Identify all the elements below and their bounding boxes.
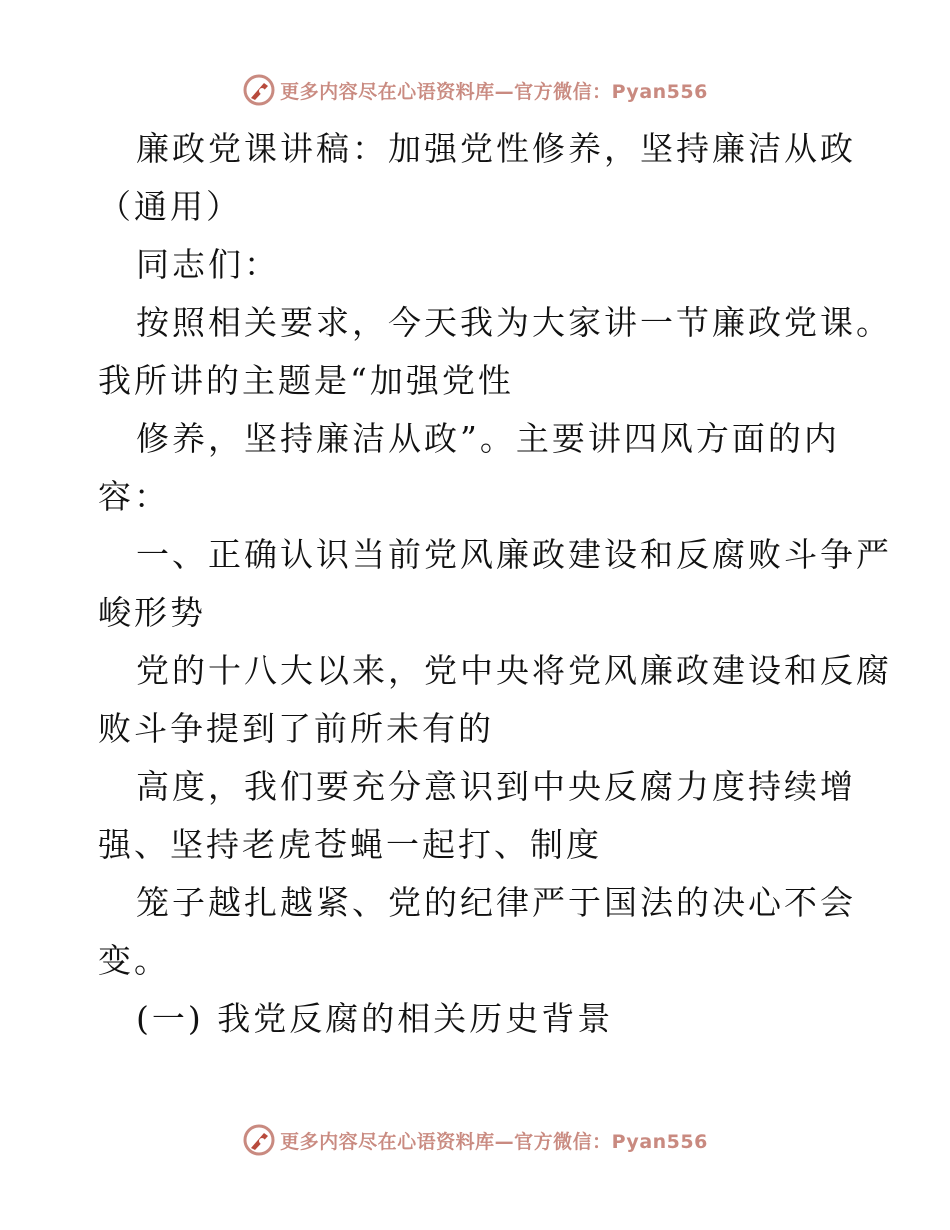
subsection-heading: (一) 我党反腐的相关历史背景 — [136, 999, 614, 1038]
pen-circle-logo-icon — [242, 73, 276, 107]
section-heading: 一、正确认识当前党风廉政建设和反腐败斗争严 — [136, 535, 892, 574]
paragraph-line: 变。 — [98, 941, 170, 980]
footer-watermark — [0, 1120, 950, 1160]
paragraph-line: 高度，我们要充分意识到中央反腐力度持续增 — [136, 767, 856, 806]
paragraph-line: 强、坚持老虎苍蝇一起打、制度 — [98, 825, 602, 864]
watermark-text: 更多内容尽在心语资料库—官方微信：Pyan556 — [280, 80, 708, 103]
header-watermark — [0, 70, 950, 110]
section-heading: 峻形势 — [98, 593, 206, 632]
paragraph-line: 按照相关要求，今天我为大家讲一节廉政党课。 — [136, 303, 892, 342]
salutation: 同志们： — [136, 245, 280, 284]
pen-circle-logo-icon — [242, 1123, 276, 1157]
watermark-text: 更多内容尽在心语资料库—官方微信：Pyan556 — [280, 1130, 708, 1153]
document-body — [98, 120, 892, 1048]
document-title: 廉政党课讲稿：加强党性修养，坚持廉洁从政 — [136, 129, 856, 168]
paragraph-line: 容： — [98, 477, 170, 516]
document-title-suffix: （通用） — [98, 187, 242, 226]
paragraph-line: 党的十八大以来，党中央将党风廉政建设和反腐 — [136, 651, 892, 690]
paragraph-line: 笼子越扎越紧、党的纪律严于国法的决心不会 — [136, 883, 856, 922]
paragraph-line: 败斗争提到了前所未有的 — [98, 709, 494, 748]
paragraph-line: 我所讲的主题是“加强党性 — [98, 361, 514, 400]
paragraph-line: 修养，坚持廉洁从政”。主要讲四风方面的内 — [136, 419, 840, 458]
